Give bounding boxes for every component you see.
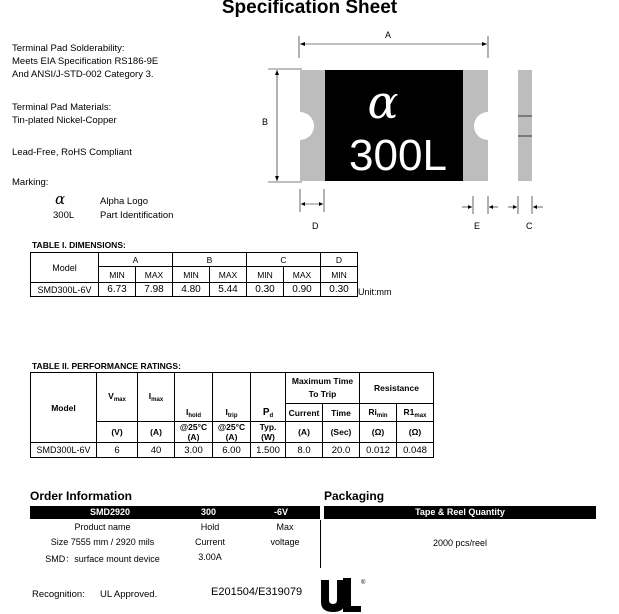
note-line: Terminal Pad Materials:: [12, 102, 112, 113]
component-drawing: [0, 0, 619, 240]
unit-cell: (Ω): [360, 422, 397, 443]
order-text: Current: [194, 537, 225, 547]
table1-group-a: A: [99, 253, 173, 267]
order-col-voltage: [250, 522, 320, 552]
table2-cell: 0.012: [360, 443, 397, 458]
table1-cell: 0.30: [247, 283, 284, 297]
table2-caption: TABLE II. PERFORMANCE RATINGS:: [32, 361, 181, 371]
table2-cell: 6.00: [213, 443, 251, 458]
chip-alpha-logo: α: [367, 75, 399, 129]
table1-group-c: C: [247, 253, 321, 267]
table2-cell: 20.0: [323, 443, 360, 458]
rmin-header: $Ri_{min}$: [360, 404, 397, 422]
order-code-voltage: -6V: [274, 507, 289, 517]
order-divider: [320, 520, 321, 568]
note-line: Meets EIA Specification RS186-9E: [12, 56, 159, 67]
dimension-d: [300, 189, 324, 212]
unit-cell: (Sec): [323, 422, 360, 443]
packaging-qty: 2000 pcs/reel: [432, 538, 488, 548]
table1-subheader: MAX: [284, 267, 321, 283]
packaging-bar: Tape & Reel Quantity: [324, 506, 596, 519]
table1-cell: 6.73: [99, 283, 136, 297]
table1-subheader: MAX: [136, 267, 173, 283]
order-text: voltage: [270, 537, 300, 547]
order-text: 3.00A: [198, 552, 222, 562]
table-row: [31, 443, 434, 458]
recognition-file: E201504/E319079: [211, 586, 303, 598]
recognition-value: UL Approved.: [100, 589, 158, 600]
table1-group-d: D: [321, 253, 358, 267]
current-header: Current: [286, 404, 323, 422]
dimension-a-label: A: [385, 30, 392, 40]
table1-subheader: MAX: [210, 267, 247, 283]
table1-subheader: MIN: [99, 267, 136, 283]
dimension-c: [508, 196, 543, 214]
order-col-product: [30, 522, 175, 567]
ul-logo-icon: [317, 576, 367, 614]
pd-header: $P_d$: [251, 373, 286, 422]
dimension-e-label: E: [474, 221, 481, 231]
table2-cell: 0.048: [397, 443, 434, 458]
order-text: Size 7555 mm / 2920 mils: [50, 537, 155, 547]
table1-cell: 7.98: [136, 283, 173, 297]
part-id-desc: Part Identification: [100, 210, 174, 221]
table1-model: SMD300L-6V: [31, 283, 99, 297]
table2-cell: 1.500: [251, 443, 286, 458]
recognition-label: Recognition:: [32, 589, 85, 600]
note-line: Terminal Pad Solderability:: [12, 43, 125, 54]
unit-cell: (A): [138, 422, 175, 443]
order-text: Hold: [200, 522, 220, 532]
table1-caption: TABLE I. DIMENSIONS:: [32, 240, 126, 250]
unit-cell: (Ω): [397, 422, 434, 443]
table1-subheader: MIN: [247, 267, 284, 283]
order-text: Product name: [74, 522, 131, 532]
dimension-c-label: C: [526, 221, 533, 231]
table2-cell: 8.0: [286, 443, 323, 458]
chip-part-text: 300L: [349, 131, 447, 180]
unit-cell: (A): [286, 422, 323, 443]
imax-header: $I_{max}$: [138, 373, 175, 422]
resistance-header: Resistance: [360, 373, 434, 404]
part-id-symbol: 300L: [53, 210, 75, 221]
table1-cell: 4.80: [173, 283, 210, 297]
table1-subheader: MIN: [321, 267, 358, 283]
alpha-logo-symbol: α: [55, 190, 66, 208]
dimension-a: [299, 36, 488, 58]
dimension-d-label: D: [312, 221, 319, 231]
table2-cell: 40: [138, 443, 175, 458]
table1-model-header: Model: [31, 253, 99, 283]
table1-subheader: MIN: [173, 267, 210, 283]
max-time-header: Maximum Time To Trip: [286, 373, 360, 404]
pd-typ: Typ. (W): [251, 422, 286, 443]
table1-cell: 5.44: [210, 283, 247, 297]
order-code-series: SMD2920: [90, 507, 131, 517]
table1-cell: 0.90: [284, 283, 321, 297]
order-text: SMD：surface mount device: [45, 554, 160, 564]
svg-text:®: ®: [361, 580, 366, 586]
table1-group-b: B: [173, 253, 247, 267]
order-code-rating: 300: [201, 507, 217, 517]
dimension-e: [462, 196, 498, 214]
order-col-hold: [175, 522, 245, 567]
table2-cell: 6: [97, 443, 138, 458]
vmax-header: $V_{max}$: [97, 373, 138, 422]
table2-cell: 3.00: [175, 443, 213, 458]
table2-model-header: Model: [31, 373, 97, 443]
unit-cell: (V): [97, 422, 138, 443]
order-code-bar: [30, 506, 320, 519]
itrip-header: $I_{trip}$: [213, 373, 251, 422]
performance-table: [30, 372, 434, 458]
table1-unit: Unit:mm: [358, 287, 392, 297]
note-line: Tin-plated Nickel-Copper: [12, 115, 117, 126]
table1-cell: 0.30: [321, 283, 358, 297]
packaging-heading: Packaging: [324, 489, 385, 503]
table-row: [31, 283, 358, 297]
ihold-header: $I_{hold}$: [175, 373, 213, 422]
order-heading: Order Information: [30, 489, 133, 503]
time-header: Time: [323, 404, 360, 422]
page-title: Specification Sheet: [221, 0, 398, 18]
alpha-logo-desc: Alpha Logo: [100, 196, 149, 207]
leadfree-note: Lead-Free, RoHS Compliant: [12, 147, 132, 158]
side-view: [518, 70, 532, 181]
marking-label: Marking:: [12, 177, 49, 188]
r1max-header: $R1_{max}$: [397, 404, 434, 422]
table2-model: SMD300L-6V: [31, 443, 97, 458]
ihold-cond: @25°C (A): [175, 422, 213, 443]
dimensions-table: [30, 252, 358, 297]
order-text: Max: [276, 522, 294, 532]
note-line: And ANSI/J-STD-002 Category 3.: [12, 69, 154, 80]
dimension-b-label: B: [262, 117, 269, 127]
itrip-cond: @25°C (A): [213, 422, 251, 443]
